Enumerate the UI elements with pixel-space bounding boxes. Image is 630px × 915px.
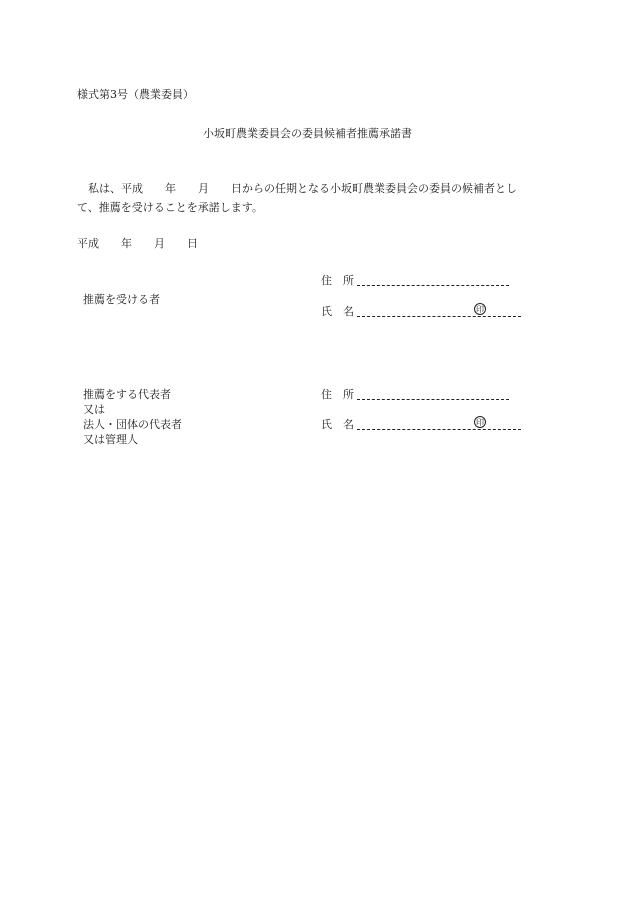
recommender-seal-mark: 印 [476, 418, 484, 427]
recommender-role-line-2: 又は [83, 403, 105, 416]
date-line: 平成 年 月 日 [77, 237, 198, 250]
recommender-address-label: 住 所 [321, 388, 354, 401]
nominee-name-label: 氏 名 [321, 305, 354, 318]
consent-text-line-1: 私は、平成 年 月 日からの任期となる小坂町農業委員会の委員の候補者とし [88, 182, 517, 195]
recommender-role-line-1: 推薦をする代表者 [83, 388, 171, 401]
recommender-name-field[interactable] [357, 429, 521, 430]
nominee-seal-mark: 印 [476, 305, 484, 314]
recommender-role-line-4: 又は管理人 [83, 433, 138, 446]
recommender-address-field[interactable] [357, 399, 509, 400]
recommender-role-line-3: 法人・団体の代表者 [83, 418, 182, 431]
nominee-role-label: 推薦を受ける者 [83, 293, 160, 306]
nominee-address-field[interactable] [357, 285, 509, 286]
nominee-name-field[interactable] [357, 316, 521, 317]
recommender-name-label: 氏 名 [321, 418, 354, 431]
consent-text-line-2: て、推薦を受けることを承諾します。 [77, 201, 263, 214]
nominee-address-label: 住 所 [321, 274, 354, 287]
form-number: 様式第3号（農業委員） [77, 88, 194, 101]
document-title: 小坂町農業委員会の委員候補者推薦承諾書 [203, 127, 412, 140]
